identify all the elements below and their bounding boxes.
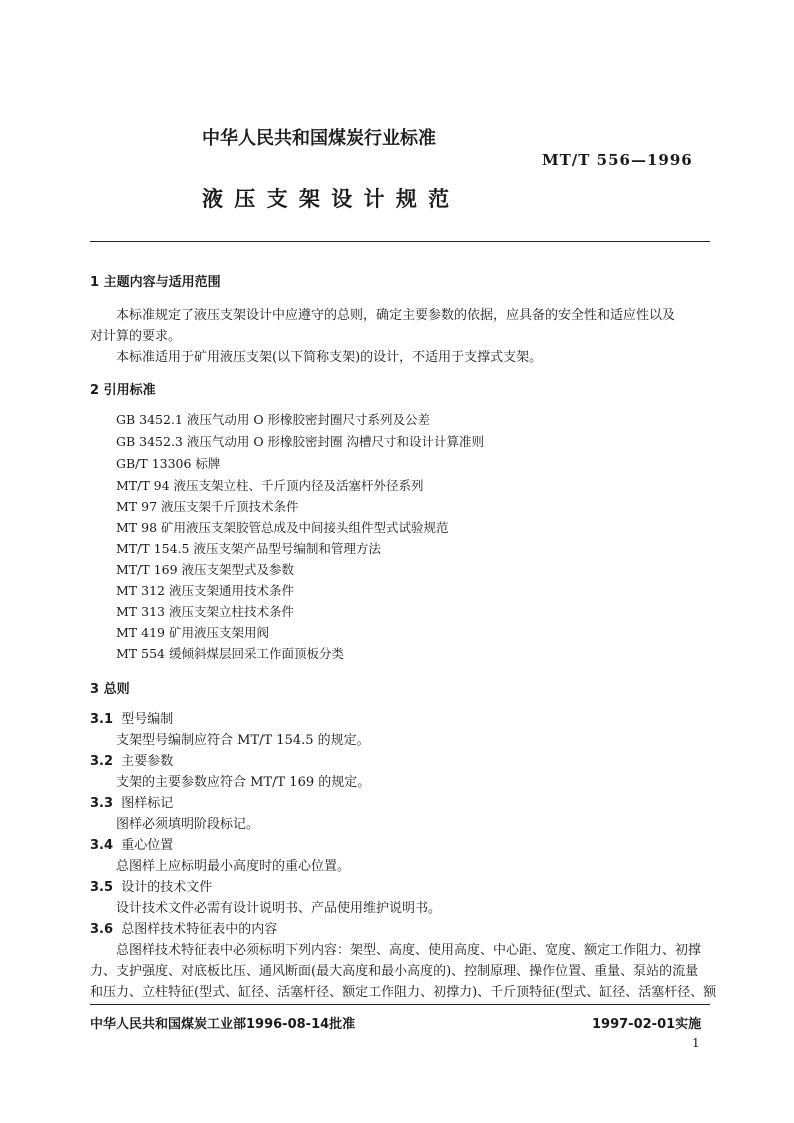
clause-3-6-para-line2: 力、支护强度、对底板比压、通风断面(最大高度和最小高度的)、控制原理、操作位置、重量、泵站的流量: [90, 964, 699, 979]
clause-3-6: [90, 918, 277, 937]
reference-item: MT/T 154.5 液压支架产品型号编制和管理方法: [116, 541, 381, 556]
section-1-heading: 1 主题内容与适用范围: [90, 275, 221, 290]
page-number: 1: [692, 1036, 700, 1050]
clause-body: 图样必须填明阶段标记。: [116, 817, 260, 832]
section-3-heading: 3 总则: [90, 682, 130, 697]
reference-item: MT 98 矿用液压支架胶管总成及中间接头组件型式试验规范: [116, 520, 449, 535]
clause-3-3: [90, 792, 173, 811]
clause-body: 设计技术文件必需有设计说明书、产品使用维护说明书。: [116, 901, 442, 916]
doc-title: 液 压 支 架 设 计 规 范: [202, 187, 452, 211]
clause-3-2: [90, 750, 173, 769]
reference-item: MT 313 液压支架立柱技术条件: [116, 604, 294, 619]
clause-number: 3.5: [90, 880, 114, 895]
org-title: 中华人民共和国煤炭行业标准: [202, 128, 436, 149]
clause-title: 设计的技术文件: [121, 880, 213, 895]
effective-date: 1997-02-01实施: [592, 1017, 702, 1032]
clause-3-6-para-line3: 和压力、立柱特征(型式、缸径、活塞杆径、额定工作阻力、初撑力)、千斤顶特征(型式、缸径、活塞杆径、额: [90, 985, 717, 1000]
clause-title: 主要参数: [121, 754, 174, 769]
clause-3-6-para-line1: 总图样技术特征表中必须标明下列内容：架型、高度、使用高度、中心距、宽度、额定工作阻力、初撑: [116, 943, 702, 958]
approval-line: 中华人民共和国煤炭工业部1996-08-14批准: [90, 1017, 356, 1032]
section-1-para1-line1: 本标准规定了液压支架设计中应遵守的总则，确定主要参数的依据，应具备的安全性和适应性以及: [116, 308, 676, 323]
reference-item: MT 312 液压支架通用技术条件: [116, 583, 294, 598]
clause-number: 3.1: [90, 712, 114, 727]
reference-item: GB 3452.3 液压气动用 O 形橡胶密封圈 沟槽尺寸和设计计算准则: [116, 434, 485, 449]
header-divider: [90, 241, 710, 242]
reference-item: MT/T 94 液压支架立柱、千斤顶内径及活塞杆外径系列: [116, 478, 424, 493]
footer-divider: [90, 1004, 710, 1005]
clause-body: 支架的主要参数应符合 MT/T 169 的规定。: [116, 775, 371, 790]
clause-3-1: [90, 708, 173, 727]
clause-title: 型号编制: [121, 712, 174, 727]
reference-item: MT 419 矿用液压支架用阀: [116, 625, 269, 640]
clause-title: 图样标记: [121, 796, 174, 811]
clause-body: 支架型号编制应符合 MT/T 154.5 的规定。: [116, 733, 370, 748]
reference-item: GB 3452.1 液压气动用 O 形橡胶密封圈尺寸系列及公差: [116, 412, 431, 427]
clause-number: 3.6: [90, 922, 114, 937]
clause-body: 总图样上应标明最小高度时的重心位置。: [116, 859, 351, 874]
reference-item: GB/T 13306 标牌: [116, 456, 221, 471]
clause-title: 总图样技术特征表中的内容: [121, 922, 278, 937]
reference-item: MT 554 缓倾斜煤层回采工作面顶板分类: [116, 646, 344, 661]
section-1-para2: 本标准适用于矿用液压支架(以下简称支架)的设计，不适用于支撑式支架。: [116, 350, 543, 365]
standard-number: MT/T 556—1996: [542, 151, 693, 169]
clause-title: 重心位置: [121, 838, 174, 853]
clause-3-5: [90, 876, 212, 895]
reference-item: MT 97 液压支架千斤顶技术条件: [116, 499, 299, 514]
section-2-heading: 2 引用标准: [90, 383, 156, 398]
clause-3-4: [90, 834, 173, 853]
reference-item: MT/T 169 液压支架型式及参数: [116, 562, 294, 577]
section-1-para1-line2: 对计算的要求。: [90, 329, 182, 344]
clause-number: 3.2: [90, 754, 114, 769]
clause-number: 3.4: [90, 838, 114, 853]
clause-number: 3.3: [90, 796, 114, 811]
